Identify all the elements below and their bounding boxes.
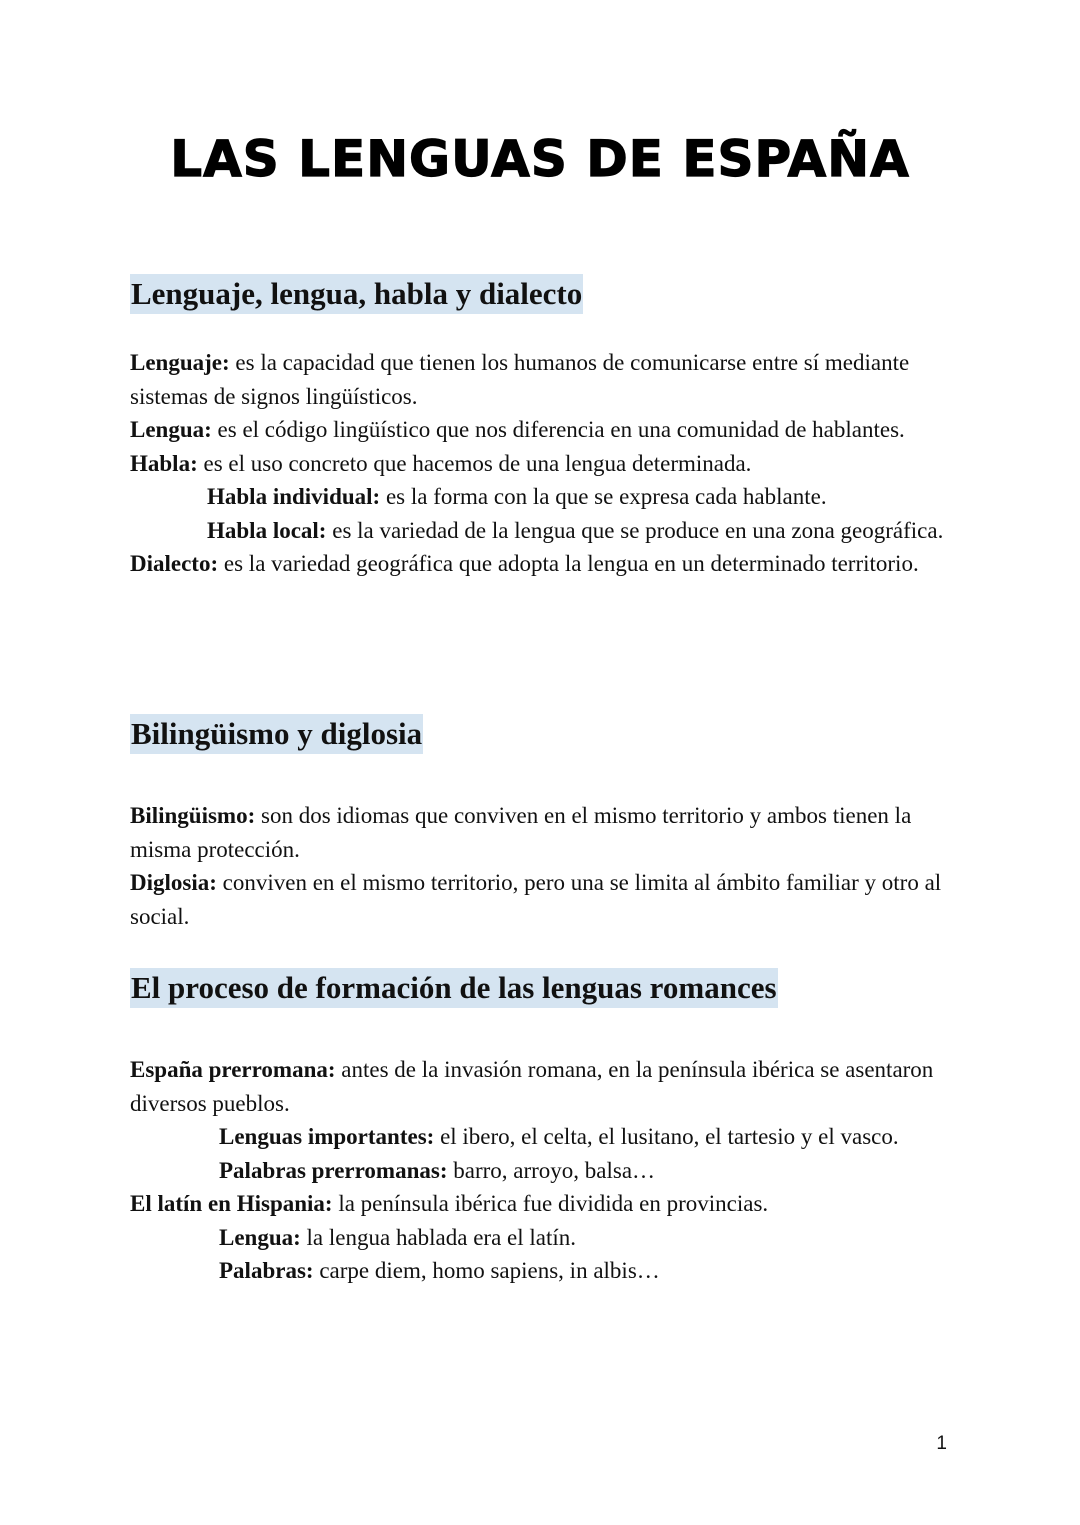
- definition-lengua-latin: [130, 1221, 950, 1255]
- definition-habla-local: [130, 514, 950, 548]
- page-number: 1: [936, 1433, 947, 1454]
- term-label: Palabras prerromanas:: [219, 1157, 448, 1183]
- section-lenguaje: [130, 274, 950, 581]
- term-label: Lengua:: [130, 417, 212, 442]
- definition-dialecto: [130, 547, 950, 581]
- page-title: LAS LENGUAS DE ESPAÑA: [170, 130, 910, 188]
- term-text: conviven en el mismo territorio, pero una se limita al ámbito familiar y otro al social.: [130, 870, 942, 929]
- definition-palabras-latin: [130, 1254, 950, 1288]
- definition-diglosia: [130, 866, 950, 933]
- term-text: la península ibérica fue dividida en provincias.: [332, 1191, 769, 1216]
- definition-bilinguismo: [130, 799, 950, 866]
- definition-palabras-prerromanas: [130, 1154, 950, 1188]
- term-text: es la variedad geográfica que adopta la lengua en un determinado territorio.: [218, 551, 919, 576]
- term-text: el ibero, el celta, el lusitano, el tartesio y el vasco.: [434, 1124, 899, 1149]
- term-text: es el uso concreto que hacemos de una lengua determinada.: [197, 450, 752, 476]
- term-label: Bilingüismo:: [130, 803, 256, 828]
- term-text: son dos idiomas que conviven en el mismo territorio y ambos tienen la misma protección.: [130, 803, 912, 862]
- section-lenguas-romances: [130, 968, 950, 1288]
- term-label: Habla local:: [207, 517, 327, 543]
- term-label: Lengua:: [219, 1224, 301, 1250]
- definition-latin-hispania: [130, 1187, 950, 1221]
- definition-habla: [130, 447, 950, 481]
- term-text: es la capacidad que tienen los humanos de comunicarse entre sí mediante sistemas de signos lingüísticos.: [130, 350, 910, 409]
- term-text: antes de la invasión romana, en la península ibérica se asentaron diversos pueblos.: [130, 1057, 934, 1116]
- term-text: la lengua hablada era el latín.: [300, 1224, 577, 1250]
- section-body: [130, 1053, 950, 1288]
- term-label: Habla:: [130, 450, 198, 476]
- term-label: Habla individual:: [207, 484, 381, 509]
- section-heading: Bilingüismo y diglosia: [130, 714, 423, 754]
- section-body: [130, 799, 950, 933]
- section-heading: Lenguaje, lengua, habla y dialecto: [130, 274, 583, 314]
- term-label: El latín en Hispania:: [130, 1191, 333, 1216]
- term-label: Lenguaje:: [130, 350, 230, 375]
- term-text: es el código lingüístico que nos diferencia en una comunidad de hablantes.: [211, 417, 905, 442]
- term-text: carpe diem, homo sapiens, in albis…: [313, 1258, 660, 1283]
- term-label: Palabras:: [219, 1258, 314, 1283]
- definition-lengua: [130, 413, 950, 447]
- section-bilinguismo: [130, 714, 950, 933]
- term-label: Lenguas importantes:: [219, 1124, 435, 1149]
- term-label: España prerromana:: [130, 1057, 336, 1082]
- definition-espana-prerromana: [130, 1053, 950, 1120]
- term-label: Diglosia:: [130, 870, 217, 895]
- term-text: es la forma con la que se expresa cada hablante.: [380, 484, 827, 509]
- section-body: [130, 346, 950, 581]
- term-text: es la variedad de la lengua que se produce en una zona geográfica.: [326, 517, 944, 543]
- definition-lenguaje: [130, 346, 950, 413]
- definition-habla-individual: [130, 480, 950, 514]
- term-label: Dialecto:: [130, 551, 219, 576]
- section-heading: El proceso de formación de las lenguas romances: [130, 968, 778, 1008]
- term-text: barro, arroyo, balsa…: [447, 1157, 656, 1183]
- definition-lenguas-importantes: [130, 1120, 950, 1154]
